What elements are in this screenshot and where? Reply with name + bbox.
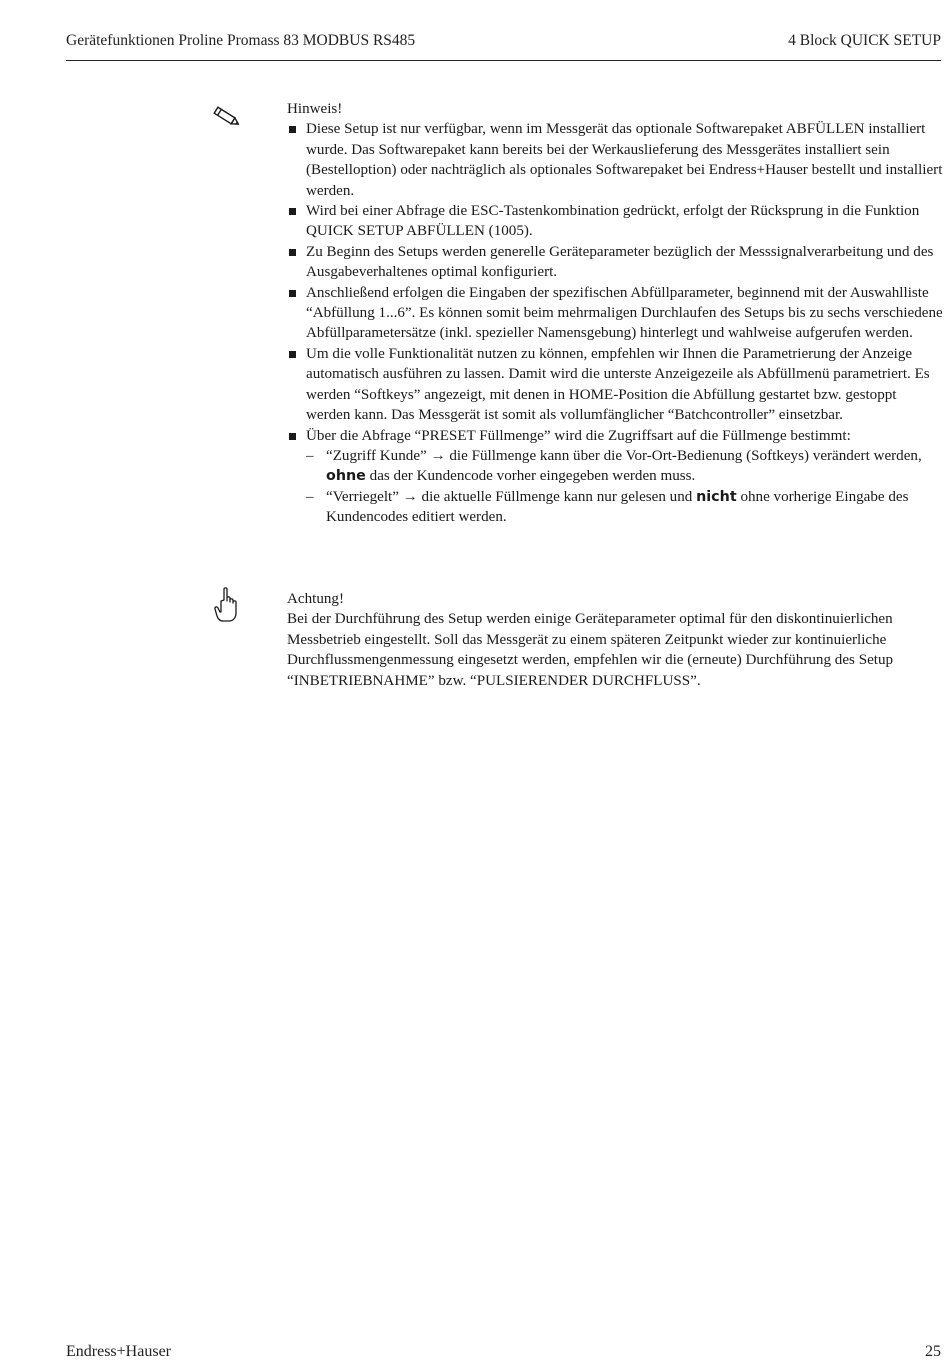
dash-marker: – bbox=[306, 447, 314, 464]
footer-company: Endress+Hauser bbox=[66, 1343, 171, 1360]
list-item: Wird bei einer Abfrage die ESC-Tastenkombination gedrückt, erfolgt der Rücksprung in die Funktion QUICK SETUP ABFÜLLEN (1005). bbox=[287, 201, 943, 242]
bullet-square-icon bbox=[289, 433, 296, 440]
caution-block bbox=[287, 589, 943, 691]
pointing-hand-icon bbox=[212, 586, 240, 626]
list-item: Anschließend erfolgen die Eingaben der spezifischen Abfüllparameter, beginnend mit der Auswahlliste “Abfüllung 1...6”. Es können somit beim mehrmaligen Durchlaufen des Setups bis zu sechs verschiedene Abfüllparametersätze (inkl. spezieller Namensgebung) hinterlegt und wahlweise aufgerufen werden. bbox=[287, 283, 943, 344]
page-number: 25 bbox=[925, 1343, 941, 1360]
page-footer bbox=[66, 1343, 941, 1365]
sub-list-item: – “Verriegelt” → die aktuelle Füllmenge kann nur gelesen und nicht ohne vorherige Eingabe des Kundencodes editiert werden. bbox=[306, 488, 909, 526]
dash-sub-list bbox=[299, 446, 943, 528]
bullet-square-icon bbox=[289, 249, 296, 256]
caution-text: Bei der Durchführung des Setup werden einige Geräteparameter optimal für den diskontinuierlichen Messbetrieb eingestellt. Soll das Messgerät zu einem späteren Zeitpunkt wieder zur kontinuierliche Durchflussmengenmessung eingesetzt werden, empfehlen wir die (erneute) Durchführung des Setup “INBETRIEBNAHME” bzw. “PULSIERENDER DURCHFLUSS”. bbox=[287, 611, 894, 689]
note-bullet-list bbox=[287, 119, 943, 527]
header-chapter-title: 4 Block QUICK SETUP bbox=[788, 32, 941, 49]
bullet-square-icon bbox=[289, 290, 296, 297]
emphasis-ohne: ohne bbox=[326, 468, 366, 485]
bullet-square-icon bbox=[289, 208, 296, 215]
sub-list-item: – “Zugriff Kunde” → die Füllmenge kann über die Vor-Ort-Bedienung (Softkeys) verändert werden, ohne das der Kundencode vorher eingegeben werden muss. bbox=[306, 447, 922, 485]
note-block bbox=[287, 99, 943, 528]
header-rule bbox=[66, 60, 941, 61]
page-header bbox=[66, 32, 941, 54]
list-item: Um die volle Funktionalität nutzen zu können, empfehlen wir Ihnen die Parametrierung der Anzeige automatisch ausführen zu lassen. Damit wird die unterste Anzeigezeile als Abfüllmenü parametriert. Es werden “Softkeys” angezeigt, mit denen in HOME-Position die Abfüllung gestartet bzw. gestoppt werden kann. Das Messgerät ist somit als vollumfänglicher “Batchcontroller” einsetzbar. bbox=[287, 344, 943, 426]
list-item: Zu Beginn des Setups werden generelle Geräteparameter bezüglich der Messsignalverarbeitung und des Ausgabeverhaltenes optimal konfiguriert. bbox=[287, 242, 943, 283]
bullet-square-icon bbox=[289, 126, 296, 133]
note-title: Hinweis! bbox=[287, 101, 343, 117]
caution-title: Achtung! bbox=[287, 591, 345, 607]
list-item: Diese Setup ist nur verfügbar, wenn im Messgerät das optionale Softwarepaket ABFÜLLEN installiert wurde. Das Softwarepaket kann bereits bei der Werkauslieferung des Messgerätes installiert sein (Bestelloption) oder nachträglich als optionales Softwarepaket bei Endress+Hauser bestellt und installiert werden. bbox=[287, 119, 943, 201]
dash-marker: – bbox=[306, 488, 314, 505]
header-section-title: Gerätefunktionen Proline Promass 83 MODBUS RS485 bbox=[66, 32, 416, 49]
pencil-icon bbox=[210, 104, 242, 130]
emphasis-nicht: nicht bbox=[696, 488, 737, 505]
bullet-square-icon bbox=[289, 351, 296, 358]
list-item: Über die Abfrage “PRESET Füllmenge” wird die Zugriffsart auf die Füllmenge bestimmt: – “Zugriff Kunde” → die Füllmenge kann über die Vor-Ort-Bedienung (Softkeys) verändert werden, ohne das der Kundencode vorher eingegeben werden muss. – “Verriegelt” → die aktuelle Füllmenge kann nur gelesen und nicht ohne vorherige Eingabe des Kundencodes editiert werden. bbox=[287, 426, 943, 528]
